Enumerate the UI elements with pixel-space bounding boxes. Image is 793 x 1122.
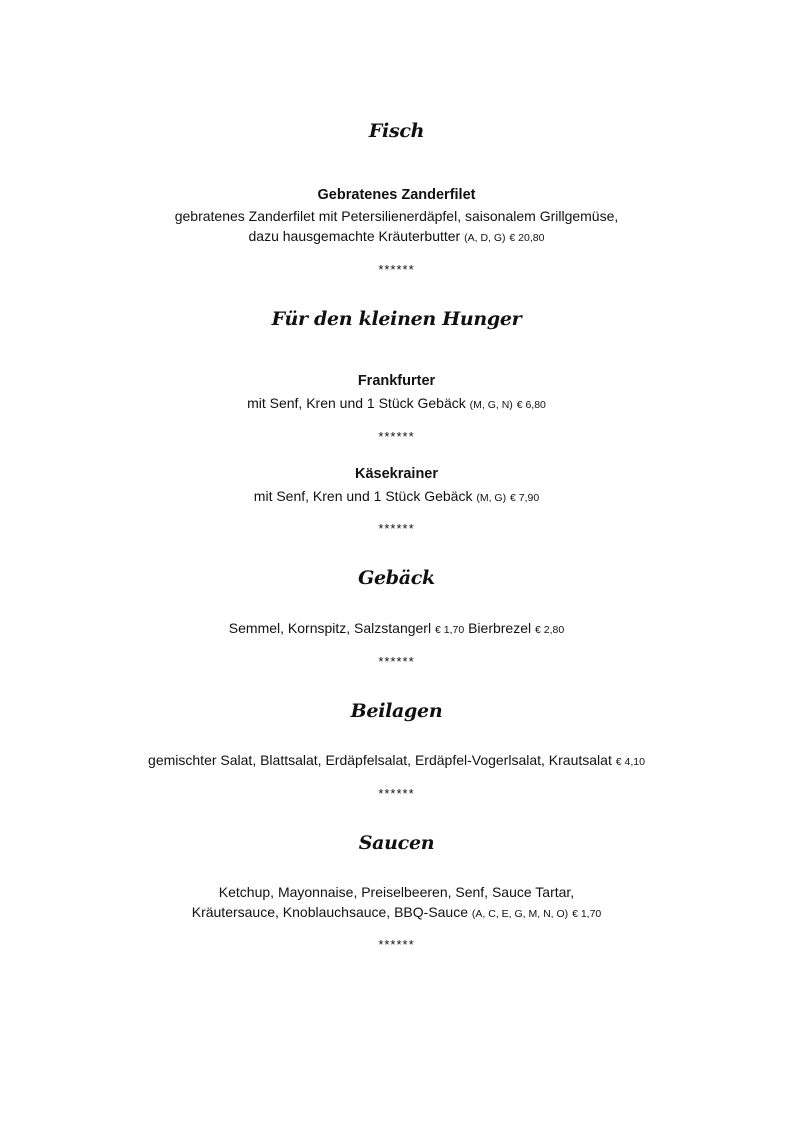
allergen-codes: (M, G) <box>476 492 507 504</box>
section-heading-fisch: Fisch <box>368 120 425 142</box>
section-heading-kleiner-hunger: Für den kleinen Hunger <box>271 308 522 330</box>
dish-description-text: mit Senf, Kren und 1 Stück Gebäck <box>253 488 473 504</box>
dish-price: € 6,80 <box>516 399 546 411</box>
dish-price: € 7,90 <box>510 492 540 504</box>
separator: ****** <box>378 786 415 801</box>
saucen-items-line2 <box>0 902 793 924</box>
gebaeck-price: € 2,80 <box>535 624 565 636</box>
beilagen-items <box>0 750 793 772</box>
dish-description-kaesekrainer <box>0 486 793 508</box>
gebaeck-price: € 1,70 <box>434 624 465 636</box>
dish-name-zanderfilet: Gebratenes Zanderfilet <box>317 187 476 203</box>
gebaeck-item-text: Semmel, Kornspitz, Salzstangerl <box>228 620 432 636</box>
saucen-price: € 1,70 <box>572 908 602 920</box>
saucen-items-line1: Ketchup, Mayonnaise, Preiselbeeren, Senf, Sauce Tartar, <box>218 884 575 900</box>
dish-name-frankfurter: Frankfurter <box>357 373 436 389</box>
section-heading-beilagen: Beilagen <box>350 700 443 722</box>
dish-price: € 20,80 <box>509 232 545 244</box>
gebaeck-items <box>0 618 793 640</box>
dish-name-kaesekrainer: Käsekrainer <box>354 466 439 482</box>
dish-description-zanderfilet-line2 <box>0 226 793 248</box>
allergen-codes: (M, G, N) <box>469 399 513 411</box>
dish-description-text: mit Senf, Kren und 1 Stück Gebäck <box>247 395 466 411</box>
separator: ****** <box>378 429 415 444</box>
beilagen-price: € 4,10 <box>615 756 645 768</box>
dish-description-zanderfilet-line1: gebratenes Zanderfilet mit Petersilienerdäpfel, saisonalem Grillgemüse, <box>174 208 619 224</box>
separator: ****** <box>378 521 415 536</box>
dish-description-frankfurter <box>0 393 793 415</box>
section-heading-gebaeck: Gebäck <box>358 567 435 589</box>
gebaeck-item-text: Bierbrezel <box>468 620 532 636</box>
allergen-codes: (A, D, G) <box>464 232 506 244</box>
beilagen-item-text: gemischter Salat, Blattsalat, Erdäpfelsalat, Erdäpfel-Vogerlsalat, Krautsalat <box>148 752 612 768</box>
separator: ****** <box>378 654 415 669</box>
separator: ****** <box>378 937 415 952</box>
allergen-codes: (A, C, E, G, M, N, O) <box>471 908 569 920</box>
section-heading-saucen: Saucen <box>358 832 435 854</box>
saucen-item-text: Kräutersauce, Knoblauchsauce, BBQ-Sauce <box>191 904 469 920</box>
separator: ****** <box>378 262 415 277</box>
dish-description-text: dazu hausgemachte Kräuterbutter <box>248 228 461 244</box>
